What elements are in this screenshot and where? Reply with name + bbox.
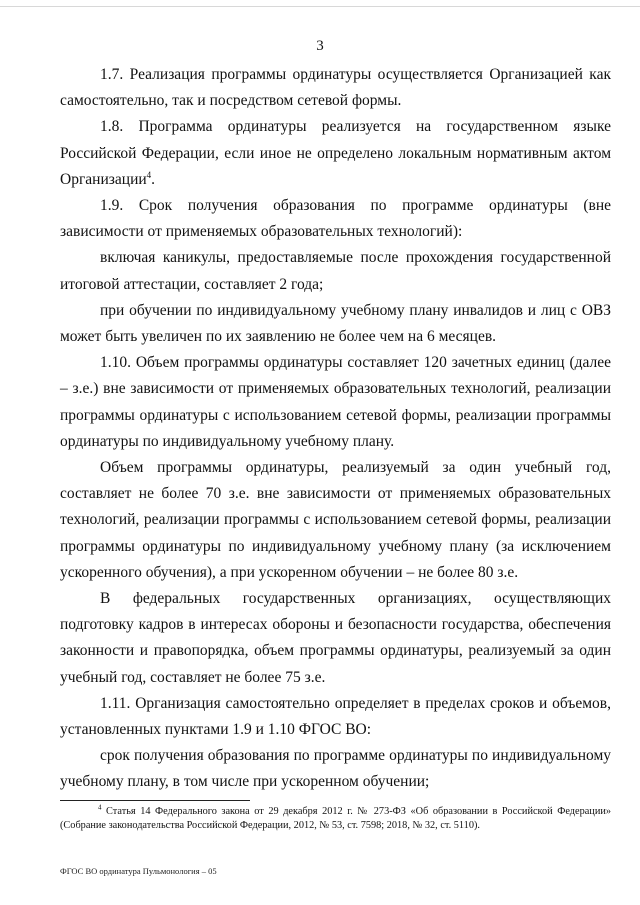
footnote-reference[interactable]: 4 (146, 169, 152, 180)
footnote-marker: 4 (98, 803, 102, 812)
paragraph-1-7: 1.7. Реализация программы ординатуры осуществляется Организацией как самостоятельно, так и посредством сетевой формы. (60, 66, 611, 110)
paragraph-1-9-item-individual-plan: при обучении по индивидуальному учебному плану инвалидов и лиц с ОВЗ может быть увеличен по их заявлению не более чем на 6 месяцев. (60, 301, 611, 346)
paragraph-1-11-item-term: срок получения образования по программе ординатуры по индивидуальному учебному плану, в том числе при ускоренном обучении; (60, 747, 611, 791)
page-footer: ФГОС ВО ординатура Пульмонология – 05 (60, 866, 217, 876)
footnote-text: Статья 14 Федерального закона от 29 декабря 2012 г. № 273-ФЗ «Об образовании в Российской Федерации» (Собрание законодательства Российской Федерации, 2012, № 53, ст. 7598; 2018, № 32, ст. 5110). (60, 806, 611, 831)
footnote-separator (60, 800, 250, 801)
paragraph-1-8 (60, 114, 611, 193)
footnote (60, 805, 611, 832)
paragraph-federal-organizations: В федеральных государственных организациях, осуществляющих подготовку кадров в интересах обороны и безопасности государства, обеспечения законности и правопорядка, объем программы ординатуры, реализуемый за один учебный год, составляет не более 75 з.е. (60, 590, 611, 686)
paragraph-1-9: 1.9. Срок получения образования по программе ординатуры (вне зависимости от применяемых образовательных технологий): (60, 197, 611, 241)
paragraph-1-8-tail: . (151, 170, 156, 188)
paragraph-annual-volume: Объем программы ординатуры, реализуемый за один учебный год, составляет не более 70 з.е. вне зависимости от применяемых образовательных технологий, реализации программы с использованием сетевой формы, реализации программы ординатуры по индивидуальному учебному плану (за исключением ускоренного обучения), а при ускоренном обучении – не более 80 з.е. (60, 459, 611, 581)
paragraph-1-10: 1.10. Объем программы ординатуры составляет 120 зачетных единиц (далее – з.е.) вне зависимости от применяемых образовательных технологий, реализации программы ординатуры с использованием сетевой формы, реализации программы ординатуры по индивидуальному учебному плану. (60, 354, 611, 450)
document-body (60, 62, 611, 796)
paragraph-1-9-item-vacations: включая каникулы, предоставляемые после прохождения государственной итоговой аттестации, составляет 2 года; (60, 249, 611, 293)
paragraph-1-11: 1.11. Организация самостоятельно определяет в пределах сроков и объемов, установленных пунктами 1.9 и 1.10 ФГОС ВО: (60, 694, 611, 739)
paragraph-1-8-text: 1.8. Программа ординатуры реализуется на государственном языке Российской Федерации, если иное не определено локальным нормативным актом Организации (60, 118, 611, 188)
scan-top-edge (0, 6, 640, 7)
page-number: 3 (316, 38, 324, 54)
